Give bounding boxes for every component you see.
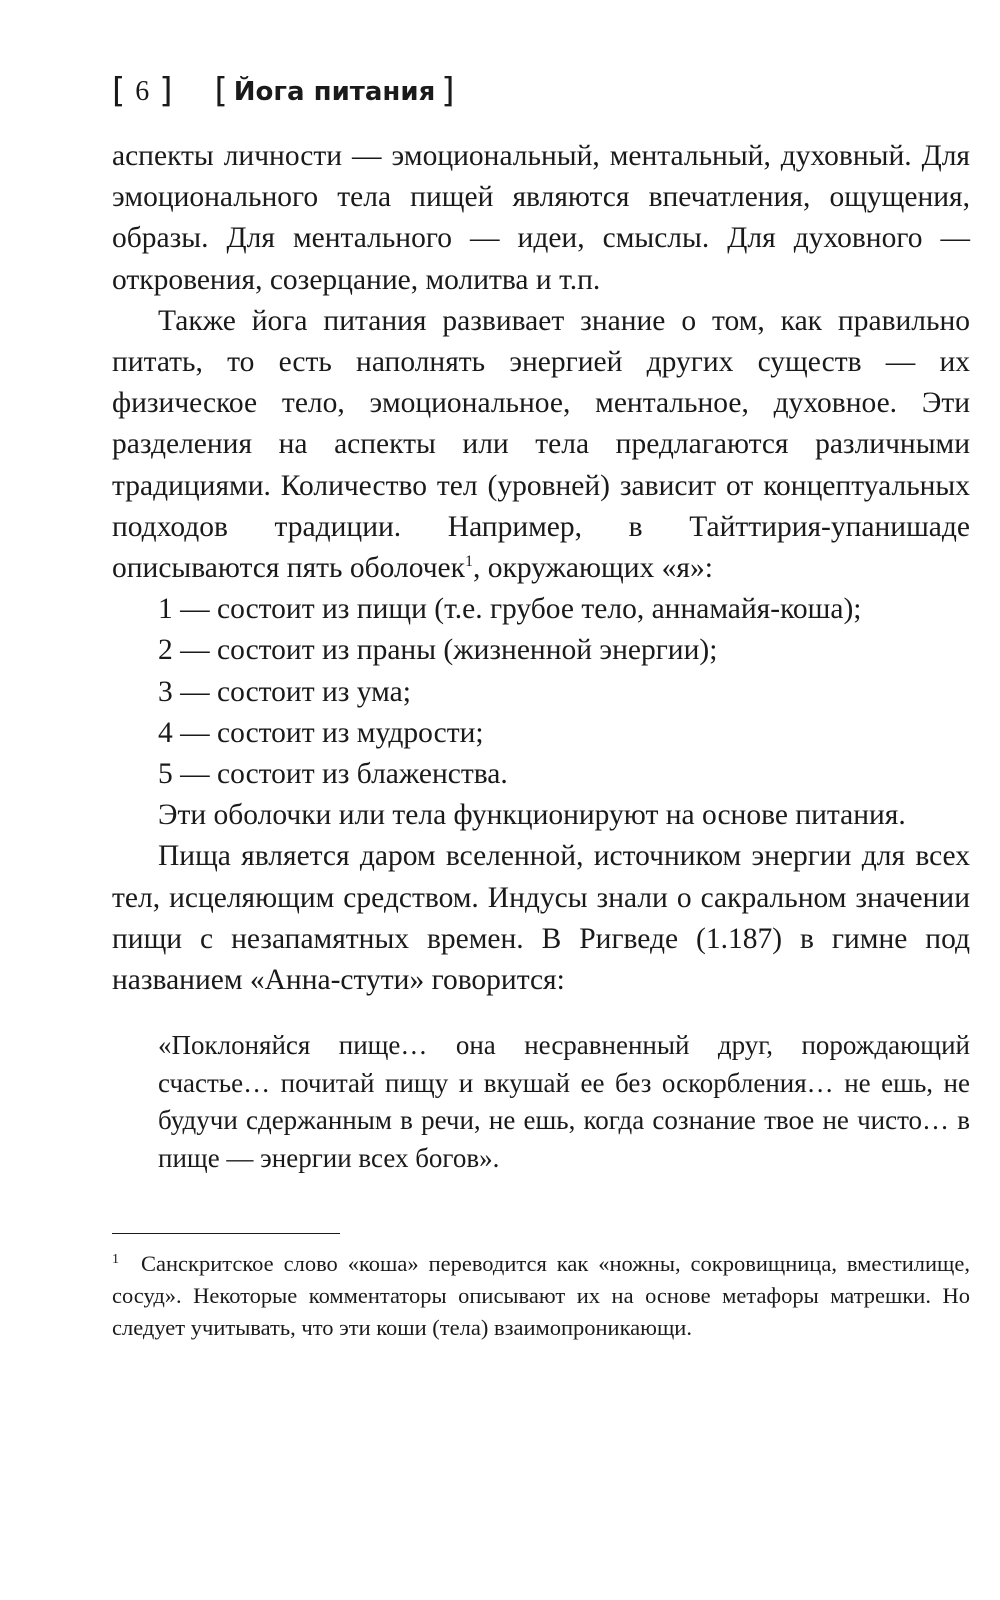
footnote-reference[interactable]: 1 — [464, 553, 473, 571]
main-text — [112, 136, 970, 1001]
footnote-marker: 1 — [112, 1251, 119, 1267]
block-quote: «Поклоняйся пище… она несравненный друг, порождающий счастье… почитай пищу и вкушай ее без оскорбления… не ешь, не будучи сдержанным в речи, не ешь, когда сознание твое не чисто… в пище — энергии всех богов». — [158, 1030, 970, 1173]
list-item: 4 — состоит из мудрости; — [158, 716, 484, 749]
list-item: 3 — состоит из ума; — [158, 675, 411, 708]
book-title: Йога питания — [233, 77, 436, 107]
book-page — [112, 66, 970, 1344]
list-item: 1 — состоит из пищи (т.е. грубое тело, аннамайя-коша); — [158, 593, 862, 626]
paragraph-text: Также йога питания развивает знание о том, как правильно питать, то есть наполнять энергией других существ — их физическое тело, эмоциональное, ментальное, духовное. Эти разделения на аспекты или тела предлагаются различными традициями. Количество тел (уровней) зависит от концептуальных подходов традиции. Например, в Тайттирия-упанишаде описываются пять оболочек — [112, 304, 970, 585]
right-bracket-glyph: ] — [441, 71, 455, 111]
left-bracket-glyph: [ — [214, 71, 228, 111]
running-head — [112, 66, 970, 112]
list-item: 2 — состоит из праны (жизненной энергии); — [158, 634, 718, 667]
list-item: 5 — состоит из блаженства. — [158, 758, 508, 791]
paragraph: Также йога питания развивает знание о том, как правильно питать, то есть наполнять энергией других существ — их физическое тело, эмоциональное, ментальное, духовное. Эти разделения на аспекты или тела предлагаются различными традициями. Количество тел (уровней) зависит от концептуальных подходов традиции. Например, в Тайттирия-упанишаде описываются пять оболочек$^1$, окружающих «я»: — [112, 304, 970, 585]
left-bracket-glyph: [ — [112, 71, 126, 111]
page-number: 6 — [135, 76, 150, 107]
paragraph: Пища является даром вселенной, источником энергии для всех тел, исцеляющим средством. Индусы знали о сакральном значении пищи с незапамятных времен. В Ригведе (1.187) в гимне под названием «Анна-стути» говорится: — [112, 840, 970, 997]
footnote-divider — [112, 1233, 340, 1234]
footnote-text: Санскритское слово «коша» переводится как «ножны, сокровищница, вместилище, сосуд». Некоторые комментаторы описывают их на основе метафоры матрешки. Но следует учитывать, что эти коши (тела) взаимопроникающи. — [112, 1251, 970, 1341]
right-bracket-glyph: ] — [159, 71, 173, 111]
paragraph: аспекты личности — эмоциональный, ментальный, духовный. Для эмоционального тела пищей являются впечатления, ощущения, образы. Для ментального — идеи, смыслы. Для духовного — откровения, созерцание, молитва и т.п. — [112, 140, 970, 296]
paragraph-text: окружающих «я»: — [487, 552, 713, 585]
footnote — [112, 1248, 970, 1344]
paragraph: Эти оболочки или тела функционируют на основе питания. — [158, 799, 906, 832]
